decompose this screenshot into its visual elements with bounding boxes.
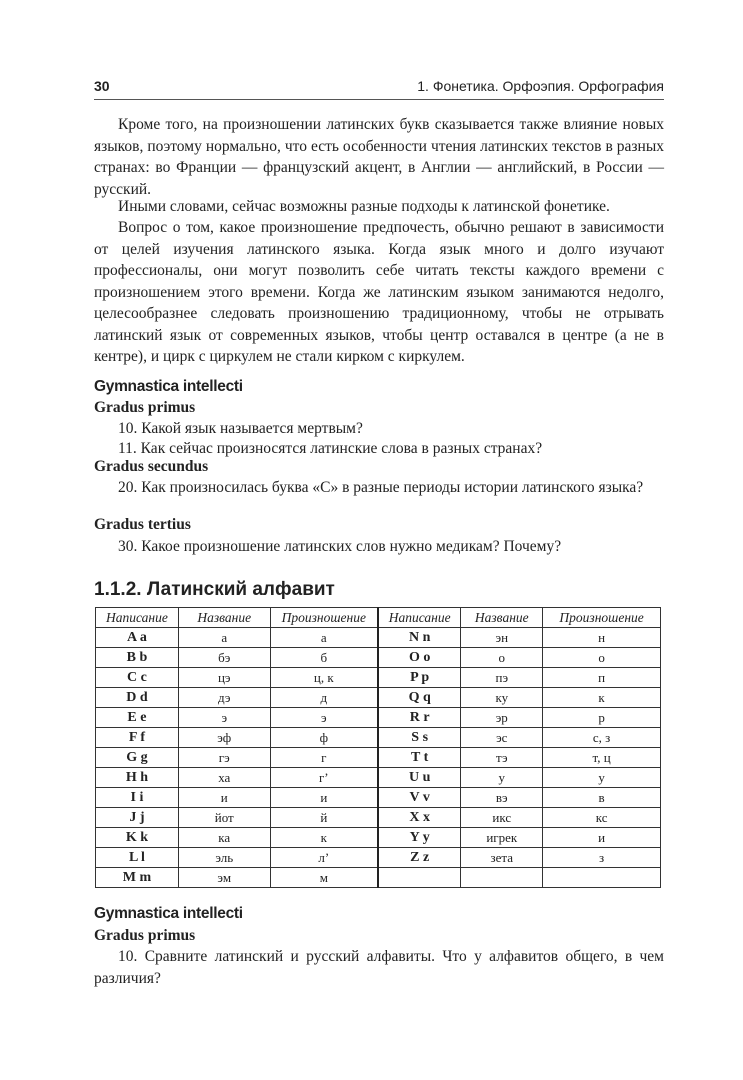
column-header: Написание: [96, 608, 179, 628]
name-cell: эс: [461, 728, 543, 748]
table-row: [96, 628, 661, 648]
letter-cell: G g: [96, 748, 179, 768]
column-header: Произношение: [543, 608, 661, 628]
table-row: [96, 808, 661, 828]
pronunciation-cell: к: [270, 828, 378, 848]
name-cell: о: [461, 648, 543, 668]
letter-cell: F f: [96, 728, 179, 748]
letter-cell: C c: [96, 668, 179, 688]
pronunciation-cell: [543, 868, 661, 888]
name-cell: [461, 868, 543, 888]
name-cell: эль: [178, 848, 270, 868]
table-row: [96, 728, 661, 748]
table-row: [96, 648, 661, 668]
pronunciation-cell: к: [543, 688, 661, 708]
section-title: 1.1.2. Латинский алфавит: [94, 579, 335, 600]
pronunciation-cell: с, з: [543, 728, 661, 748]
running-title: 1. Фонетика. Орфоэпия. Орфография: [417, 78, 664, 94]
question-11: 11. Как сейчас произносятся латинские слова в разных странах?: [118, 440, 543, 457]
name-cell: гэ: [178, 748, 270, 768]
pronunciation-cell: ц, к: [270, 668, 378, 688]
letter-cell: [378, 868, 461, 888]
pronunciation-cell: кс: [543, 808, 661, 828]
letter-cell: U u: [378, 768, 461, 788]
letter-cell: I i: [96, 788, 179, 808]
pronunciation-cell: и: [270, 788, 378, 808]
letter-cell: X x: [378, 808, 461, 828]
column-header: Название: [178, 608, 270, 628]
name-cell: дэ: [178, 688, 270, 708]
pronunciation-cell: о: [543, 648, 661, 668]
page-number: 30: [94, 78, 110, 94]
page-header: [94, 78, 664, 98]
gradus-primus-heading: Gradus primus: [94, 399, 196, 416]
question-30: 30. Какое произношение латинских слов нужно медикам? Почему?: [118, 538, 562, 555]
paragraph-3: Вопрос о том, какое произношение предпочесть, обычно решают в зависимости от целей изучения латинского языка. Когда язык много и долго изучают профессионалы, они могут позволить себе читать тексты каждого времени с произношением этого времени. Когда же латинским языком занимаются недолго, целесообразнее следовать произношению традиционному, чтобы не отрывать латинский язык от современных языков, чтобы центр оставался в центре (а не в кентре), и цирк с циркулем не стали кирком с киркулем.: [94, 219, 664, 365]
letter-cell: J j: [96, 808, 179, 828]
alphabet-table: [95, 607, 661, 888]
question-20: 20. Как произносилась буква «С» в разные периоды истории латинского языка?: [118, 479, 644, 496]
pronunciation-cell: э: [270, 708, 378, 728]
letter-cell: O o: [378, 648, 461, 668]
table-row: [96, 668, 661, 688]
pronunciation-cell: а: [270, 628, 378, 648]
column-header: Название: [461, 608, 543, 628]
name-cell: а: [178, 628, 270, 648]
pronunciation-cell: и: [543, 828, 661, 848]
gymnastica-heading-2: Gymnastica intellecti: [94, 905, 243, 922]
name-cell: игрек: [461, 828, 543, 848]
table-row: [96, 708, 661, 728]
name-cell: ха: [178, 768, 270, 788]
name-cell: у: [461, 768, 543, 788]
letter-cell: K k: [96, 828, 179, 848]
pronunciation-cell: н: [543, 628, 661, 648]
pronunciation-cell: м: [270, 868, 378, 888]
letter-cell: M m: [96, 868, 179, 888]
name-cell: эн: [461, 628, 543, 648]
table-body: [96, 628, 661, 888]
name-cell: бэ: [178, 648, 270, 668]
gymnastica-heading: Gymnastica intellecti: [94, 378, 243, 395]
table-row: [96, 788, 661, 808]
header-rule: [94, 99, 664, 100]
table-row: [96, 868, 661, 888]
gradus-secundus-heading: Gradus secundus: [94, 458, 209, 475]
pronunciation-cell: р: [543, 708, 661, 728]
letter-cell: Q q: [378, 688, 461, 708]
table-row: [96, 768, 661, 788]
letter-cell: T t: [378, 748, 461, 768]
name-cell: эм: [178, 868, 270, 888]
paragraph-2: Иными словами, сейчас возможны разные подходы к латинской фонетике.: [118, 198, 610, 215]
pronunciation-cell: п: [543, 668, 661, 688]
table-header-row: [96, 608, 661, 628]
pronunciation-cell: у: [543, 768, 661, 788]
name-cell: э: [178, 708, 270, 728]
pronunciation-cell: б: [270, 648, 378, 668]
question-10: 10. Какой язык называется мертвым?: [118, 420, 363, 437]
letter-cell: N n: [378, 628, 461, 648]
pronunciation-cell: з: [543, 848, 661, 868]
letter-cell: D d: [96, 688, 179, 708]
name-cell: ка: [178, 828, 270, 848]
name-cell: вэ: [461, 788, 543, 808]
letter-cell: A a: [96, 628, 179, 648]
name-cell: тэ: [461, 748, 543, 768]
letter-cell: Y y: [378, 828, 461, 848]
pronunciation-cell: л’: [270, 848, 378, 868]
pronunciation-cell: ф: [270, 728, 378, 748]
paragraph-1: Кроме того, на произношении латинских букв сказывается также влияние новых языков, поэтому нормально, что есть особенности чтения латинских текстов в разных странах: во Франции — французский акцент, в Англии — английский, в России — русский.: [94, 116, 664, 198]
pronunciation-cell: г: [270, 748, 378, 768]
question-10-2: 10. Сравните латинский и русский алфавиты. Что у алфавитов общего, в чем различия?: [94, 948, 664, 987]
pronunciation-cell: д: [270, 688, 378, 708]
letter-cell: E e: [96, 708, 179, 728]
letter-cell: Z z: [378, 848, 461, 868]
name-cell: пэ: [461, 668, 543, 688]
pronunciation-cell: й: [270, 808, 378, 828]
letter-cell: V v: [378, 788, 461, 808]
letter-cell: H h: [96, 768, 179, 788]
column-header: Написание: [378, 608, 461, 628]
table-row: [96, 688, 661, 708]
table-row: [96, 828, 661, 848]
pronunciation-cell: г’: [270, 768, 378, 788]
name-cell: ку: [461, 688, 543, 708]
name-cell: зета: [461, 848, 543, 868]
name-cell: икс: [461, 808, 543, 828]
letter-cell: L l: [96, 848, 179, 868]
name-cell: йот: [178, 808, 270, 828]
letter-cell: B b: [96, 648, 179, 668]
name-cell: эф: [178, 728, 270, 748]
gradus-primus-heading-2: Gradus primus: [94, 927, 196, 944]
name-cell: и: [178, 788, 270, 808]
column-header: Произношение: [270, 608, 378, 628]
letter-cell: R r: [378, 708, 461, 728]
table-row: [96, 748, 661, 768]
pronunciation-cell: в: [543, 788, 661, 808]
letter-cell: S s: [378, 728, 461, 748]
gradus-tertius-heading: Gradus tertius: [94, 516, 191, 533]
letter-cell: P p: [378, 668, 461, 688]
name-cell: цэ: [178, 668, 270, 688]
table-row: [96, 848, 661, 868]
pronunciation-cell: т, ц: [543, 748, 661, 768]
name-cell: эр: [461, 708, 543, 728]
